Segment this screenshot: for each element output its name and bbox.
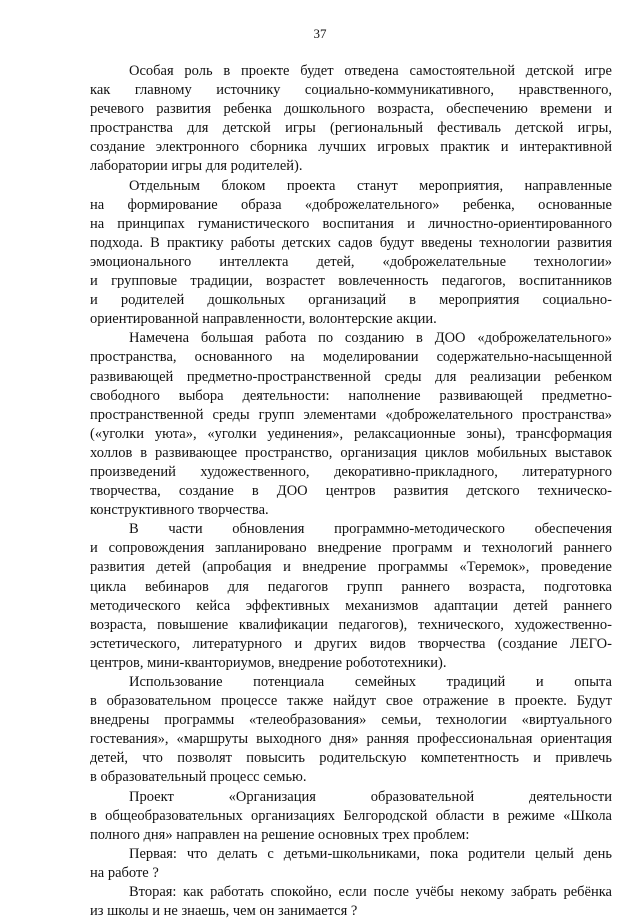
text-line: пространственной среды групп элементами «доброжелательного пространства»	[90, 406, 612, 423]
text-line: на принципах гуманистического воспитания и личностно-ориентированного	[90, 215, 612, 232]
text-line: полного дня» направлен на решение основных трех проблем:	[90, 826, 470, 843]
text-line: и сопровождения запланировано внедрение программ и технологий раннего	[90, 540, 612, 557]
text-line: и групповые традиции, возрастет вовлеченность педагогов, воспитанников	[90, 273, 612, 290]
text-line: на работе ?	[90, 864, 159, 881]
text-line: Особая роль в проекте будет отведена самостоятельной детской игре	[129, 63, 612, 79]
text-line: внедрены программы «телеобразования» семьи, технологии «виртуального	[90, 712, 612, 729]
text-line: развивающей предметно-пространственной среды для реализации ребенком	[90, 368, 612, 385]
text-line: детей, что позволят повысить родительскую компетентность и привлечь	[90, 750, 612, 767]
text-line: пространства для детской игры (региональный фестиваль детской игры,	[90, 120, 612, 137]
text-line: подхода. В практику работы детских садов будут введены технологии развития	[90, 234, 612, 251]
text-line: развития детей (апробация и внедрение программы «Теремок», проведение	[90, 559, 612, 576]
text-line: эмоционального интеллекта детей, «доброжелательные технологии»	[90, 253, 612, 270]
text-line: и родителей дошкольных организаций в мероприятия социально-	[90, 292, 612, 309]
text-line: в образовательном процессе также найдут свое отражение в проекте. Будут	[90, 693, 612, 710]
text-line: возраста, повышение квалификации педагогов), технического, художественно-	[90, 616, 612, 633]
paragraph	[90, 673, 612, 788]
text-line: центров, мини-кванториумов, внедрение робототехники).	[90, 654, 447, 671]
paragraph	[90, 788, 612, 845]
text-line: гостевания», «маршруты выходного дня» ранняя профессиональная ориентация	[90, 731, 612, 748]
text-line: методического кейса эффективных механизмов адаптации детей раннего	[90, 597, 612, 614]
text-line: лаборатории игры для родителей).	[90, 158, 303, 175]
text-line: Использование потенциала семейных традиций и опыта	[129, 674, 612, 690]
paragraph	[90, 177, 612, 330]
text-line: Вторая: как работать спокойно, если после учёбы некому забрать ребёнка	[129, 884, 612, 901]
text-line: в общеобразовательных организациях Белгородской области в режиме «Школа	[90, 807, 612, 824]
text-line: произведений художественного, декоративно-прикладного, литературного	[90, 463, 612, 480]
document-body	[90, 62, 612, 921]
text-line: («уголки уюта», «уголки уединения», релаксационные зоны), трансформация	[90, 425, 612, 442]
text-line: как главному источнику социально-коммуникативного, нравственного,	[90, 82, 612, 99]
paragraph	[90, 329, 612, 520]
paragraph	[90, 883, 612, 921]
text-line: свободного выбора деятельности: наполнение развивающей предметно-	[90, 387, 612, 404]
text-line: В части обновления программно-методического обеспечения	[129, 521, 612, 538]
text-line: из школы и не знаешь, чем он занимается ?	[90, 903, 358, 920]
text-line: на формирование образа «доброжелательного» ребенка, основанные	[90, 196, 612, 213]
text-line: эстетического, литературного и других видов творчества (создание ЛЕГО-	[90, 635, 612, 652]
text-line: творчества, создание в ДОО центров развития детского техническо-	[90, 483, 612, 500]
text-line: конструктивного творчества.	[90, 502, 269, 519]
text-line: Намечена большая работа по созданию в ДОО «доброжелательного»	[129, 330, 612, 347]
text-line: создание электронного сборника лучших игровых практик и интерактивной	[90, 139, 612, 156]
text-line: холлов в развивающее пространство, организация циклов мобильных выставок	[90, 444, 612, 461]
text-line: ориентированной направленности, волонтерские акции.	[90, 311, 437, 328]
text-line: речевого развития ребенка дошкольного возраста, обеспечению времени и	[90, 101, 612, 118]
page-number: 37	[313, 26, 327, 41]
text-line: цикла вебинаров для педагогов групп раннего возраста, подготовка	[90, 578, 612, 595]
text-line: Отдельным блоком проекта станут мероприятия, направленные	[129, 177, 612, 194]
text-line: пространства, основанного на моделировании содержательно-насыщенной	[90, 349, 612, 366]
text-line: Первая: что делать с детьми-школьниками, пока родители целый день	[129, 845, 612, 862]
paragraph	[90, 520, 612, 673]
text-line: Проект «Организация образовательной деятельности	[129, 788, 612, 805]
paragraph	[90, 62, 612, 177]
paragraph	[90, 845, 612, 883]
text-line: в образовательный процесс семью.	[90, 769, 307, 786]
